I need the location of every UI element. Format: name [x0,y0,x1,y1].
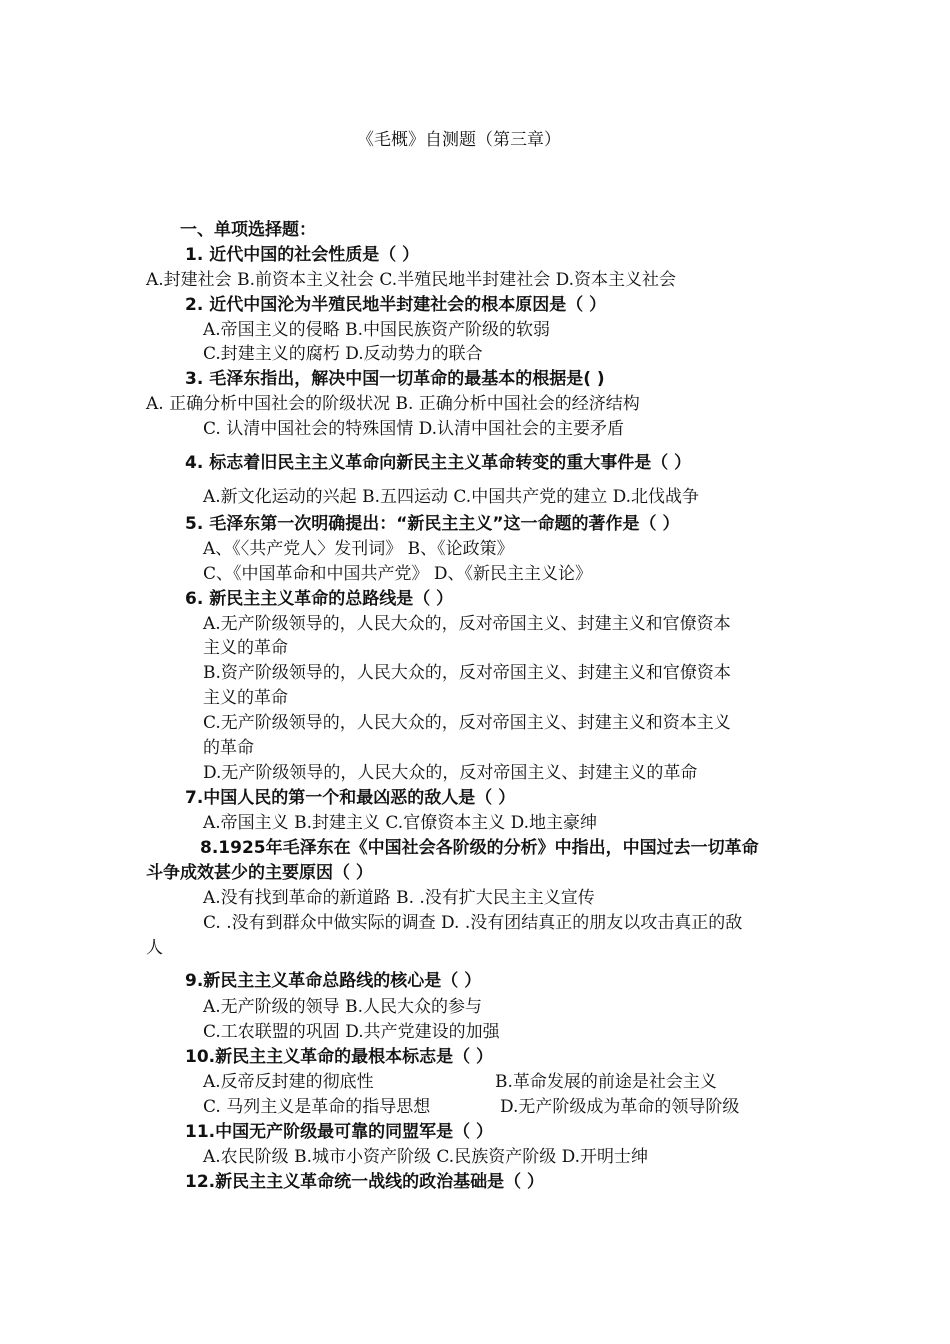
question-7-options: A.帝国主义 B.封建主义 C.官僚资本主义 D.地主豪绅 [203,813,598,833]
question-8-options-ab: A.没有找到革命的新道路 B. .没有扩大民主主义宣传 [203,888,595,908]
question-5: 5. 毛泽东第一次明确提出：“新民主主义”这一命题的著作是（ ） [185,514,680,534]
question-7: 7.中国人民的第一个和最凶恶的敌人是（ ） [185,788,516,808]
question-3: 3. 毛泽东指出，解决中国一切革命的最基本的根据是( ) [185,369,605,389]
question-6-option-b-cont: 主义的革命 [203,688,288,708]
document-title: 《毛概》自测题（第三章） [357,130,561,150]
section-heading: 一、单项选择题： [180,220,316,240]
question-3-options-cd: C. 认清中国社会的特殊国情 D.认清中国社会的主要矛盾 [203,419,625,439]
question-8: 8.1925年毛泽东在《中国社会各阶级的分析》中指出，中国过去一切革命 [200,838,759,858]
question-6-option-a-cont: 主义的革命 [203,638,288,658]
question-10-option-b: B.革命发展的前途是社会主义 [495,1072,717,1092]
question-6-option-a: A.无产阶级领导的，人民大众的，反对帝国主义、封建主义和官僚资本 [203,614,731,634]
question-8-options-cd-cont: 人 [146,938,163,958]
question-1: 1. 近代中国的社会性质是（ ） [185,245,420,265]
question-6-option-c-cont: 的革命 [203,738,254,758]
question-1-options: A.封建社会 B.前资本主义社会 C.半殖民地半封建社会 D.资本主义社会 [146,270,677,290]
question-10: 10.新民主主义革命的最根本标志是（ ） [185,1047,494,1067]
question-2-options-ab: A.帝国主义的侵略 B.中国民族资产阶级的软弱 [203,320,550,340]
question-2: 2. 近代中国沦为半殖民地半封建社会的根本原因是（ ） [185,295,607,315]
question-6-option-b: B.资产阶级领导的，人民大众的，反对帝国主义、封建主义和官僚资本 [203,663,731,683]
question-8-cont: 斗争成效甚少的主要原因（ ） [146,863,373,883]
question-3-options-ab: A. 正确分析中国社会的阶级状况 B. 正确分析中国社会的经济结构 [146,394,640,414]
question-11-options: A.农民阶级 B.城市小资产阶级 C.民族资产阶级 D.开明士绅 [203,1147,649,1167]
question-9-options-ab: A.无产阶级的领导 B.人民大众的参与 [203,997,482,1017]
question-4-options: A.新文化运动的兴起 B.五四运动 C.中国共产党的建立 D.北伐战争 [203,487,700,507]
question-6: 6. 新民主主义革命的总路线是（ ） [185,589,454,609]
question-5-options-ab: A、《〈共产党人〉发刊词》 B、《论政策》 [203,539,514,559]
question-10-option-a: A.反帝反封建的彻底性 [203,1072,374,1092]
question-2-options-cd: C.封建主义的腐朽 D.反动势力的联合 [203,344,483,364]
question-11: 11.中国无产阶级最可靠的同盟军是（ ） [185,1122,494,1142]
question-6-option-d: D.无产阶级领导的，人民大众的，反对帝国主义、封建主义的革命 [203,763,698,783]
question-12: 12.新民主主义革命统一战线的政治基础是（ ） [185,1172,545,1192]
question-6-option-c: C.无产阶级领导的，人民大众的，反对帝国主义、封建主义和资本主义 [203,713,731,733]
question-10-option-d: D.无产阶级成为革命的领导阶级 [500,1097,740,1117]
question-9: 9.新民主主义革命总路线的核心是（ ） [185,971,482,991]
question-9-options-cd: C.工农联盟的巩固 D.共产党建设的加强 [203,1022,500,1042]
question-10-option-c: C. 马列主义是革命的指导思想 [203,1097,431,1117]
question-5-options-cd: C、《中国革命和中国共产党》 D、《新民主主义论》 [203,564,593,584]
question-4: 4. 标志着旧民主主义革命向新民主主义革命转变的重大事件是（ ） [185,453,692,473]
question-8-options-cd: C. .没有到群众中做实际的调查 D. .没有团结真正的朋友以攻击真正的敌 [203,913,743,933]
